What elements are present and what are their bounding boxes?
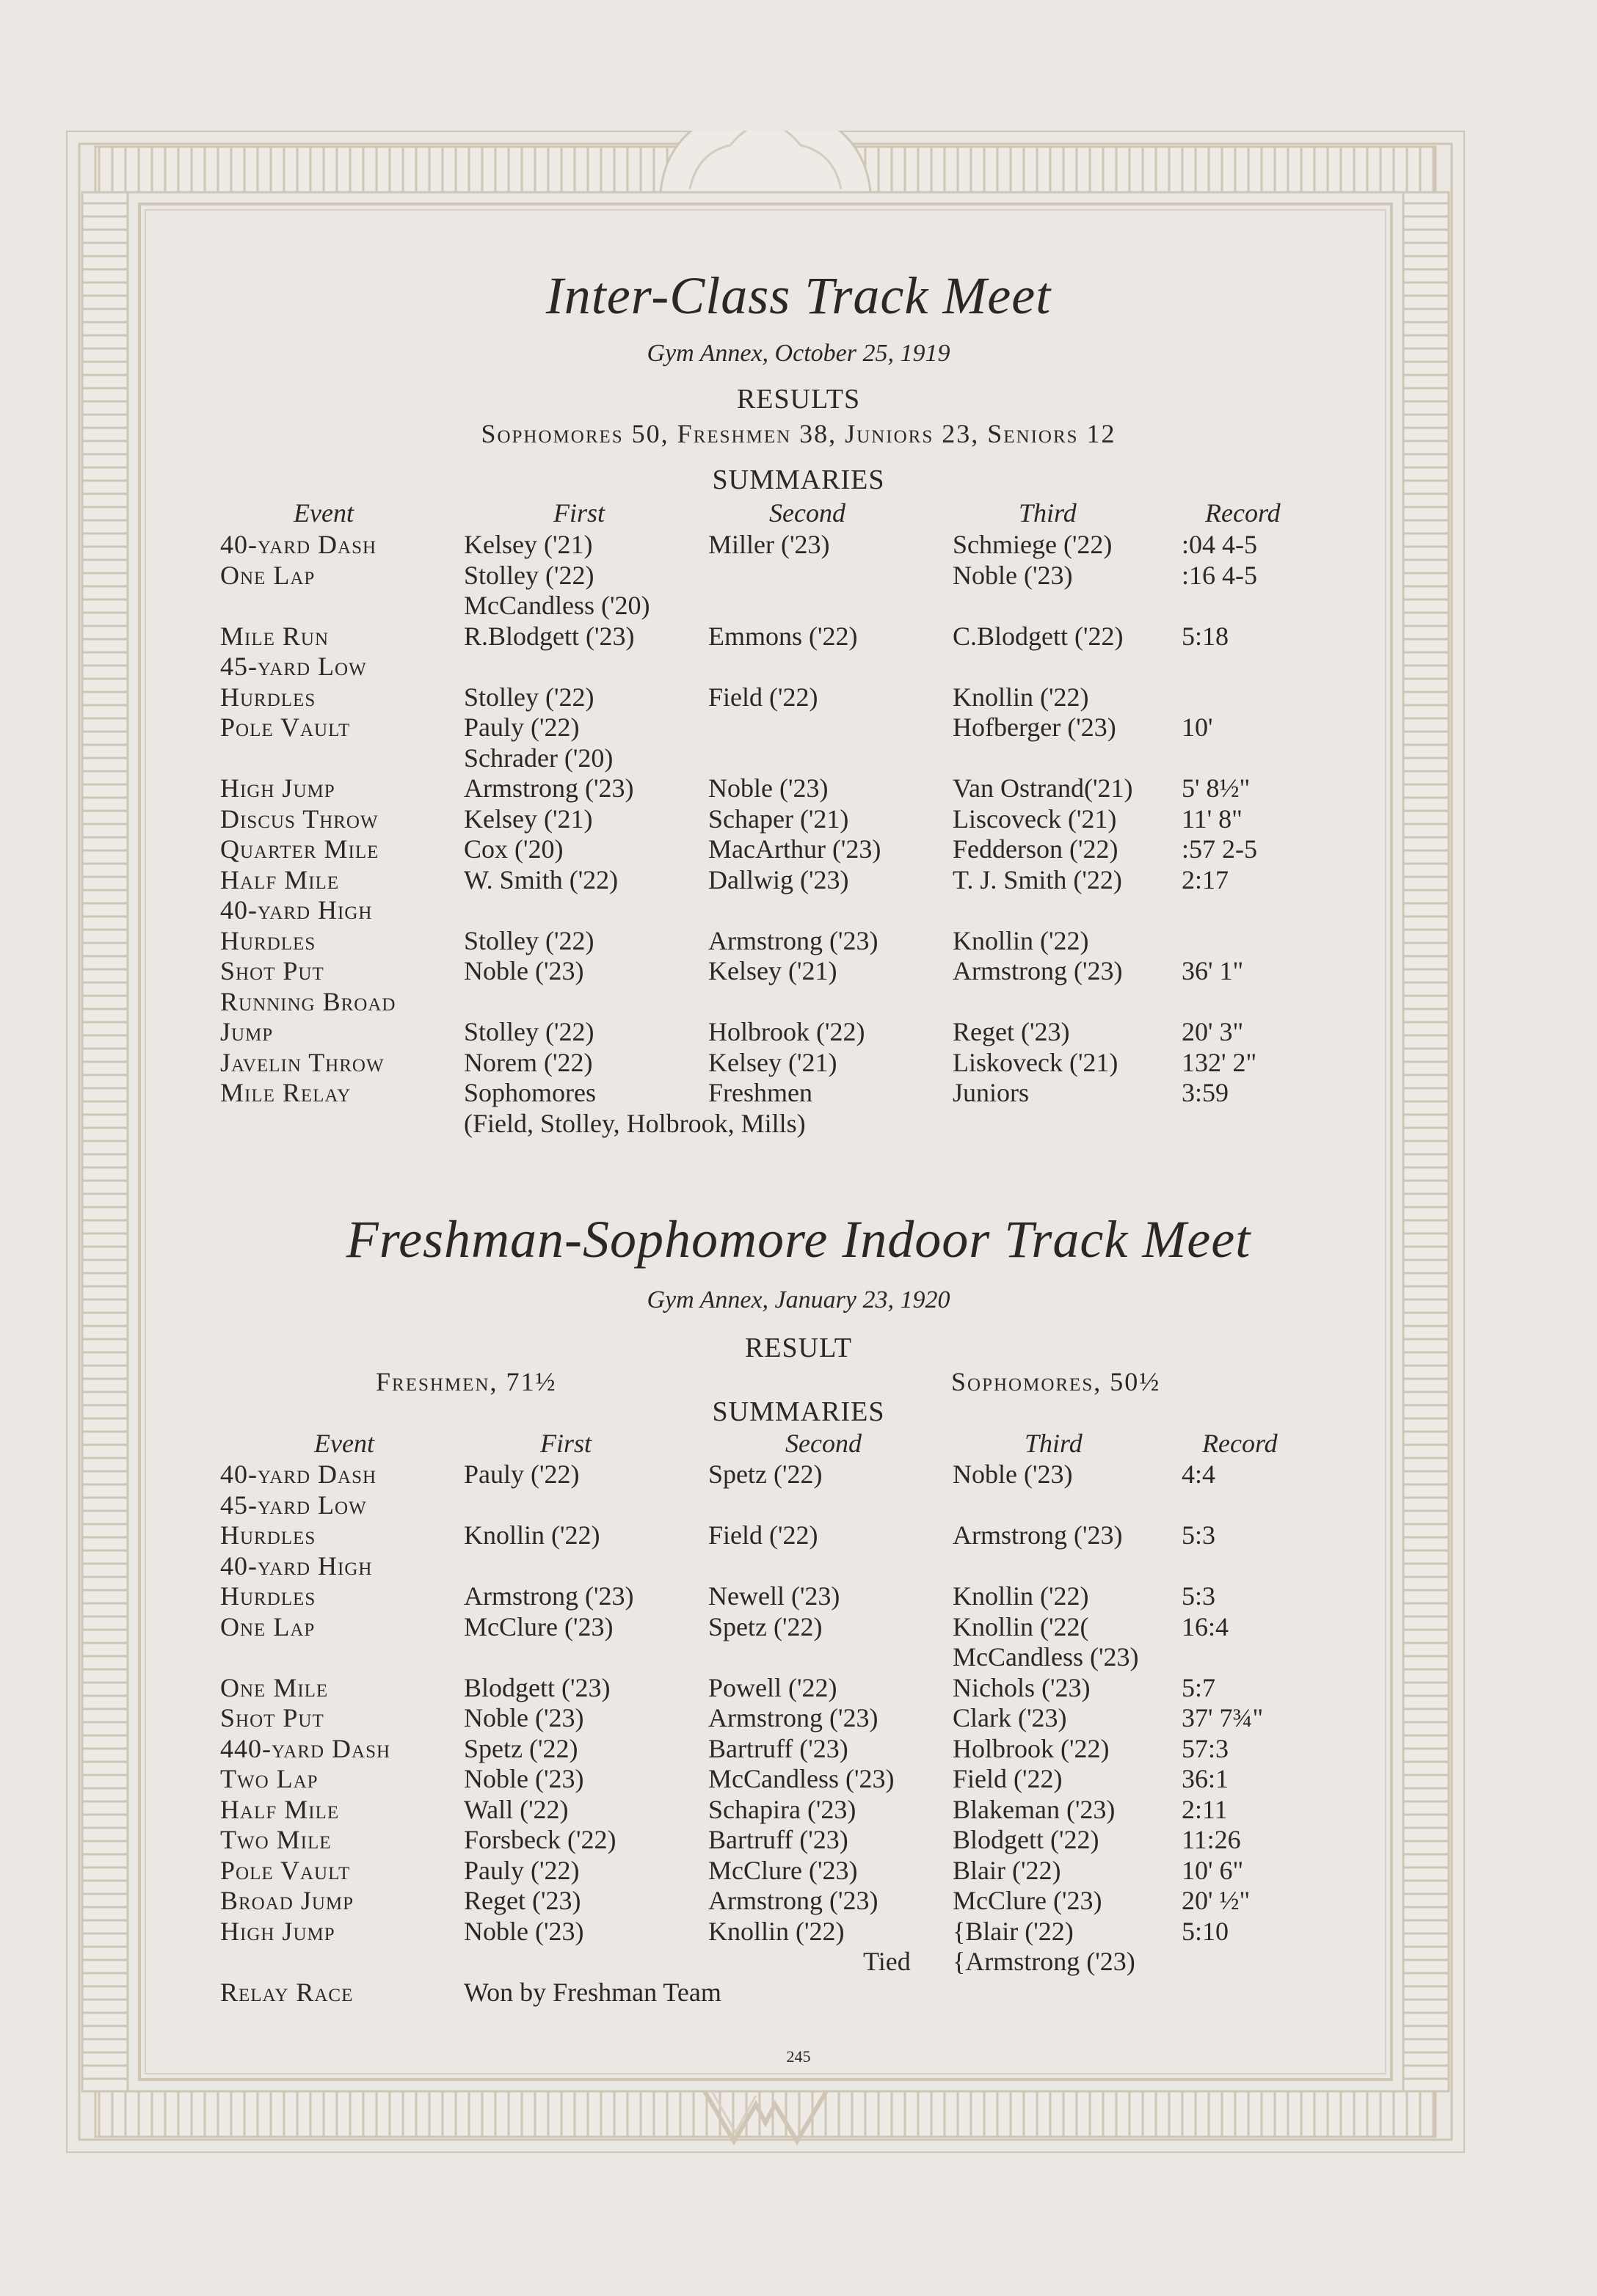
meet1-cell-second: Schaper ('21) xyxy=(708,803,849,834)
meet1-cell-record: 10' xyxy=(1182,713,1213,742)
meet2-cell-record: 4:4 xyxy=(1182,1459,1216,1489)
meet2-cell-second: Field ('22) xyxy=(708,1520,818,1550)
meet1-cell-third: Reget ('23) xyxy=(953,1017,1070,1046)
meet1-cell-second: Kelsey ('21) xyxy=(708,956,837,985)
meet2-cell-third: {Blair ('22) xyxy=(953,1916,1074,1946)
meet2-cell-second: Bartruff ('23) xyxy=(708,1825,848,1854)
meet2-cell-first: Reget ('23) xyxy=(464,1886,581,1915)
meet1-cell-third: Knollin ('22) xyxy=(953,925,1089,955)
meet2-cell-third: Knollin ('22( xyxy=(953,1611,1089,1641)
meet1-column-header-second: Second xyxy=(769,498,845,528)
meet1-cell-event: 40-yard High xyxy=(220,895,373,925)
meet2-cell-event: Pole Vault xyxy=(220,1855,351,1885)
meet1-cell-event: High Jump xyxy=(220,773,335,803)
meet2-column-header-third: Third xyxy=(1025,1429,1083,1458)
meet2-location-date: Gym Annex, January 23, 1920 xyxy=(647,1286,950,1313)
meet1-results-line: Sophomores 50, Freshmen 38, Juniors 23, Seniors 12 xyxy=(481,419,1116,448)
meet2-cell-record: 11:26 xyxy=(1182,1825,1241,1854)
meet1-cell-event: Discus Throw xyxy=(220,803,379,834)
meet1-cell-record: 5' 8½" xyxy=(1182,773,1251,803)
meet1-cell-event: Half Mile xyxy=(220,864,340,894)
meet1-cell-first: Stolley ('22) xyxy=(464,925,594,955)
meet2-cell-second: Spetz ('22) xyxy=(708,1459,823,1489)
meet2-cell-third: McClure ('23) xyxy=(953,1886,1102,1915)
meet1-cell-second: MacArthur ('23) xyxy=(708,834,881,864)
meet2-cell-second: Newell ('23) xyxy=(708,1581,840,1611)
meet2-cell-third: Blodgett ('22) xyxy=(953,1825,1099,1854)
meet2-cell-third: McCandless ('23) xyxy=(953,1642,1139,1672)
meet2-result-heading: RESULT xyxy=(744,1333,853,1363)
meet2-cell-third: Blakeman ('23) xyxy=(953,1794,1116,1824)
meet2-cell-third: Clark ('23) xyxy=(953,1703,1067,1732)
meet1-column-header-event: Event xyxy=(294,498,354,528)
meet2-column-header-first: First xyxy=(540,1429,592,1458)
meet2-cell-third: Noble ('23) xyxy=(953,1459,1073,1489)
meet1-cell-first: Kelsey ('21) xyxy=(464,530,593,559)
meet1-cell-second: Field ('22) xyxy=(708,682,818,712)
meet1-cell-event: Hurdles xyxy=(220,925,316,955)
meet2-cell-event: Half Mile xyxy=(220,1794,340,1824)
meet2-cell-record: 5:3 xyxy=(1182,1520,1216,1550)
meet2-cell-first: Forsbeck ('22) xyxy=(464,1825,616,1854)
meet1-column-header-first: First xyxy=(553,498,605,528)
meet1-cell-record: :57 2-5 xyxy=(1182,834,1257,864)
meet2-cell-event: Hurdles xyxy=(220,1520,316,1550)
meet2-cell-event: Relay Race xyxy=(220,1977,354,2007)
meet1-column-header-record: Record xyxy=(1205,498,1281,528)
meet1-cell-third: Schmiege ('22) xyxy=(953,530,1113,559)
meet1-cell-event: Javelin Throw xyxy=(220,1047,385,1077)
meet1-cell-first: Schrader ('20) xyxy=(464,743,614,773)
meet1-cell-third: Juniors xyxy=(953,1078,1030,1107)
meet1-cell-event: Shot Put xyxy=(220,956,324,985)
meet2-cell-record: 10' 6" xyxy=(1182,1855,1244,1885)
meet1-title: Inter-Class Track Meet xyxy=(545,266,1052,325)
meet2-cell-event: Two Lap xyxy=(220,1764,319,1793)
meet2-result-sophomores: Sophomores, 50½ xyxy=(951,1367,1161,1396)
meet1-cell-event: Running Broad xyxy=(220,986,396,1016)
meet2-cell-record: 5:3 xyxy=(1182,1581,1216,1611)
meet2-cell-first: Won by Freshman Team xyxy=(464,1977,721,2007)
meet2-cell-first: McClure ('23) xyxy=(464,1611,614,1641)
meet1-cell-first: (Field, Stolley, Holbrook, Mills) xyxy=(464,1108,806,1138)
meet2-cell-first: Knollin ('22) xyxy=(464,1520,600,1550)
meet1-cell-second: Kelsey ('21) xyxy=(708,1047,837,1077)
meet2-cell-second: McCandless ('23) xyxy=(708,1764,895,1793)
meet2-cell-third: Holbrook ('22) xyxy=(953,1733,1110,1763)
meet1-cell-first: W. Smith ('22) xyxy=(464,864,619,894)
meet1-cell-third: C.Blodgett ('22) xyxy=(953,621,1124,651)
meet1-cell-second: Armstrong ('23) xyxy=(708,925,878,955)
meet2-cell-event: 45-yard Low xyxy=(220,1490,367,1520)
meet2-cell-event: One Mile xyxy=(220,1672,329,1702)
page-number: 245 xyxy=(786,2047,811,2066)
meet2-cell-third: Nichols ('23) xyxy=(953,1672,1091,1702)
meet1-cell-second: Dallwig ('23) xyxy=(708,864,849,894)
meet1-cell-first: Stolley ('22) xyxy=(464,1017,594,1046)
meet1-location-date: Gym Annex, October 25, 1919 xyxy=(647,340,950,367)
meet2-cell-event: High Jump xyxy=(220,1916,335,1946)
meet2-cell-third: {Armstrong ('23) xyxy=(953,1947,1135,1976)
meet1-cell-second: Emmons ('22) xyxy=(708,621,858,651)
meet1-cell-event: One Lap xyxy=(220,560,316,590)
meet1-cell-third: Liscoveck ('21) xyxy=(953,803,1117,834)
meet1-column-header-third: Third xyxy=(1019,498,1077,528)
meet2-cell-second: Armstrong ('23) xyxy=(708,1703,878,1732)
meet1-cell-first: R.Blodgett ('23) xyxy=(464,621,635,651)
meet2-cell-third: Blair ('22) xyxy=(953,1855,1061,1885)
meet1-cell-first: Cox ('20) xyxy=(464,834,564,864)
meet2-cell-record: 5:10 xyxy=(1182,1916,1229,1946)
meet2-cell-record: 37' 7¾" xyxy=(1182,1703,1264,1732)
meet2-cell-first: Pauly ('22) xyxy=(464,1459,580,1489)
meet1-cell-third: T. J. Smith ('22) xyxy=(953,864,1122,894)
meet2-column-header-second: Second xyxy=(785,1429,862,1458)
meet1-cell-event: 40-yard Dash xyxy=(220,530,377,559)
meet2-cell-first: Pauly ('22) xyxy=(464,1855,580,1885)
meet2-cell-second: McClure ('23) xyxy=(708,1855,858,1885)
meet2-cell-first: Blodgett ('23) xyxy=(464,1672,611,1702)
meet1-cell-record: 11' 8" xyxy=(1182,803,1243,834)
meet1-cell-record: 132' 2" xyxy=(1182,1047,1257,1077)
meet1-cell-first: Armstrong ('23) xyxy=(464,773,634,803)
meet1-cell-record: :04 4-5 xyxy=(1182,530,1257,559)
meet1-cell-third: Hofberger ('23) xyxy=(953,713,1116,742)
meet1-cell-event: Mile Relay xyxy=(220,1078,352,1107)
meet2-result-freshmen: Freshmen, 71½ xyxy=(376,1367,557,1396)
meet1-cell-event: Hurdles xyxy=(220,682,316,712)
meet1-cell-first: Pauly ('22) xyxy=(464,713,580,742)
meet1-cell-record: 5:18 xyxy=(1182,621,1229,651)
meet2-column-header-record: Record xyxy=(1202,1429,1278,1458)
meet1-cell-third: Knollin ('22) xyxy=(953,682,1089,712)
meet1-cell-first: Kelsey ('21) xyxy=(464,803,593,834)
meet2-cell-first: Noble ('23) xyxy=(464,1703,584,1732)
meet2-cell-second: Armstrong ('23) xyxy=(708,1886,878,1915)
meet2-cell-second: Bartruff ('23) xyxy=(708,1733,848,1763)
meet2-title: Freshman-Sophomore Indoor Track Meet xyxy=(346,1210,1251,1269)
meet1-cell-third: Armstrong ('23) xyxy=(953,956,1123,985)
meet1-cell-event: Quarter Mile xyxy=(220,834,379,864)
meet2-cell-first: Noble ('23) xyxy=(464,1916,584,1946)
meet1-cell-first: Noble ('23) xyxy=(464,956,584,985)
meet2-cell-second: Knollin ('22) xyxy=(708,1916,845,1946)
meet1-results-heading: RESULTS xyxy=(736,384,861,415)
meet1-cell-second: Holbrook ('22) xyxy=(708,1017,865,1046)
meet2-cell-event: 440-yard Dash xyxy=(220,1733,391,1763)
meet2-cell-record: 57:3 xyxy=(1182,1733,1229,1763)
meet1-cell-first: Norem ('22) xyxy=(464,1047,593,1077)
meet1-cell-second: Noble ('23) xyxy=(708,773,829,803)
meet1-cell-third: Noble ('23) xyxy=(953,560,1073,590)
meet2-cell-second: Tied xyxy=(863,1947,911,1976)
meet1-cell-third: Liskoveck ('21) xyxy=(953,1047,1118,1077)
meet1-cell-record: :16 4-5 xyxy=(1182,560,1257,590)
meet1-cell-record: 36' 1" xyxy=(1182,956,1244,985)
meet1-cell-first: McCandless ('20) xyxy=(464,591,650,620)
meet1-cell-event: 45-yard Low xyxy=(220,652,367,681)
meet1-cell-second: Miller ('23) xyxy=(708,530,830,559)
meet1-cell-record: 2:17 xyxy=(1182,864,1229,894)
meet2-cell-record: 5:7 xyxy=(1182,1672,1216,1702)
meet1-cell-first: Stolley ('22) xyxy=(464,560,594,590)
meet2-cell-first: Wall ('22) xyxy=(464,1794,569,1824)
meet1-summaries-heading: SUMMARIES xyxy=(712,464,885,495)
meet2-cell-event: Shot Put xyxy=(220,1703,324,1732)
meet2-cell-event: Hurdles xyxy=(220,1581,316,1611)
meet1-cell-event: Jump xyxy=(220,1017,274,1046)
meet2-cell-third: Armstrong ('23) xyxy=(953,1520,1123,1550)
meet2-cell-record: 2:11 xyxy=(1182,1794,1228,1824)
meet1-cell-event: Mile Run xyxy=(220,621,329,651)
meet2-cell-first: Armstrong ('23) xyxy=(464,1581,634,1611)
meet2-cell-record: 20' ½" xyxy=(1182,1886,1251,1915)
meet2-cell-third: Knollin ('22) xyxy=(953,1581,1089,1611)
meet2-column-header-event: Event xyxy=(314,1429,374,1458)
meet1-cell-third: Van Ostrand('21) xyxy=(953,773,1133,803)
meet2-cell-first: Spetz ('22) xyxy=(464,1733,578,1763)
meet2-cell-second: Powell ('22) xyxy=(708,1672,837,1702)
meet2-cell-event: Two Mile xyxy=(220,1825,332,1854)
meet2-cell-second: Schapira ('23) xyxy=(708,1794,856,1824)
meet2-cell-second: Spetz ('22) xyxy=(708,1611,823,1641)
meet2-summaries-heading: SUMMARIES xyxy=(712,1396,885,1427)
meet1-cell-first: Stolley ('22) xyxy=(464,682,594,712)
meet2-cell-event: Broad Jump xyxy=(220,1886,354,1915)
meet2-cell-event: 40-yard High xyxy=(220,1550,373,1581)
meet2-cell-record: 16:4 xyxy=(1182,1611,1229,1641)
meet1-cell-third: Fedderson ('22) xyxy=(953,834,1118,864)
meet2-cell-third: Field ('22) xyxy=(953,1764,1063,1793)
meet2-cell-event: One Lap xyxy=(220,1611,316,1641)
meet1-cell-first: Sophomores xyxy=(464,1078,596,1107)
meet2-cell-record: 36:1 xyxy=(1182,1764,1229,1793)
meet1-cell-event: Pole Vault xyxy=(220,713,351,742)
meet1-cell-second: Freshmen xyxy=(708,1078,812,1107)
meet2-cell-first: Noble ('23) xyxy=(464,1764,584,1793)
meet1-cell-record: 20' 3" xyxy=(1182,1017,1244,1046)
meet1-cell-record: 3:59 xyxy=(1182,1078,1229,1107)
meet2-cell-event: 40-yard Dash xyxy=(220,1459,377,1489)
